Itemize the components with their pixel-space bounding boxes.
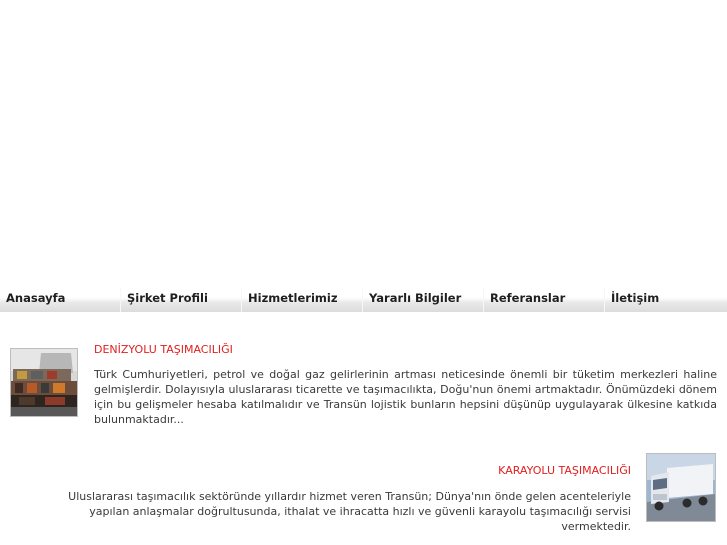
nav-item-anasayfa[interactable]: Anasayfa (0, 288, 121, 312)
nav-item-yararli-bilgiler[interactable]: Yararlı Bilgiler (363, 288, 484, 312)
main-nav (0, 288, 727, 312)
truck-photo[interactable] (646, 453, 716, 522)
section-body-road: Uluslararası taşımacılık sektöründe yıllardır hizmet veren Transün; Dünya'nın önde gelen acenteleriyle yapılan anlaşmalar doğrultusunda, ithalat ve ihracatta hızlı ve güvenli karayolu taşımacılığı servisi vermektedir. (68, 490, 631, 533)
section-body-sea: Türk Cumhuriyetleri, petrol ve doğal gaz gelirlerinin artması neticesinde önemli bir tüketim merkezleri haline gelmişlerdir. Dolayısıyla uluslararası ticarette ve taşımacılıkta, Doğu'nun önemi artmaktadır. Önümüzdeki dönem için bu gelişmeler hesaba katılmalıdır ve Transün lojistik bunların hepsini düşünüp uygulayarak ülkesine katkıda bulunmaktadır... (94, 368, 717, 426)
truck-photo-icon (647, 454, 715, 521)
ship-cargo-photo[interactable] (10, 348, 78, 417)
ship-cargo-photo-icon (11, 349, 77, 416)
nav-item-hizmetlerimiz[interactable]: Hizmetlerimiz (242, 288, 363, 312)
nav-item-iletisim[interactable]: İletişim (605, 288, 727, 312)
nav-item-referanslar[interactable]: Referanslar (484, 288, 605, 312)
section-title-sea: DENİZYOLU TAŞIMACILIĞI (94, 343, 233, 356)
section-title-road: KARAYOLU TAŞIMACILIĞI (498, 464, 631, 477)
nav-item-sirket-profili[interactable]: Şirket Profili (121, 288, 242, 312)
